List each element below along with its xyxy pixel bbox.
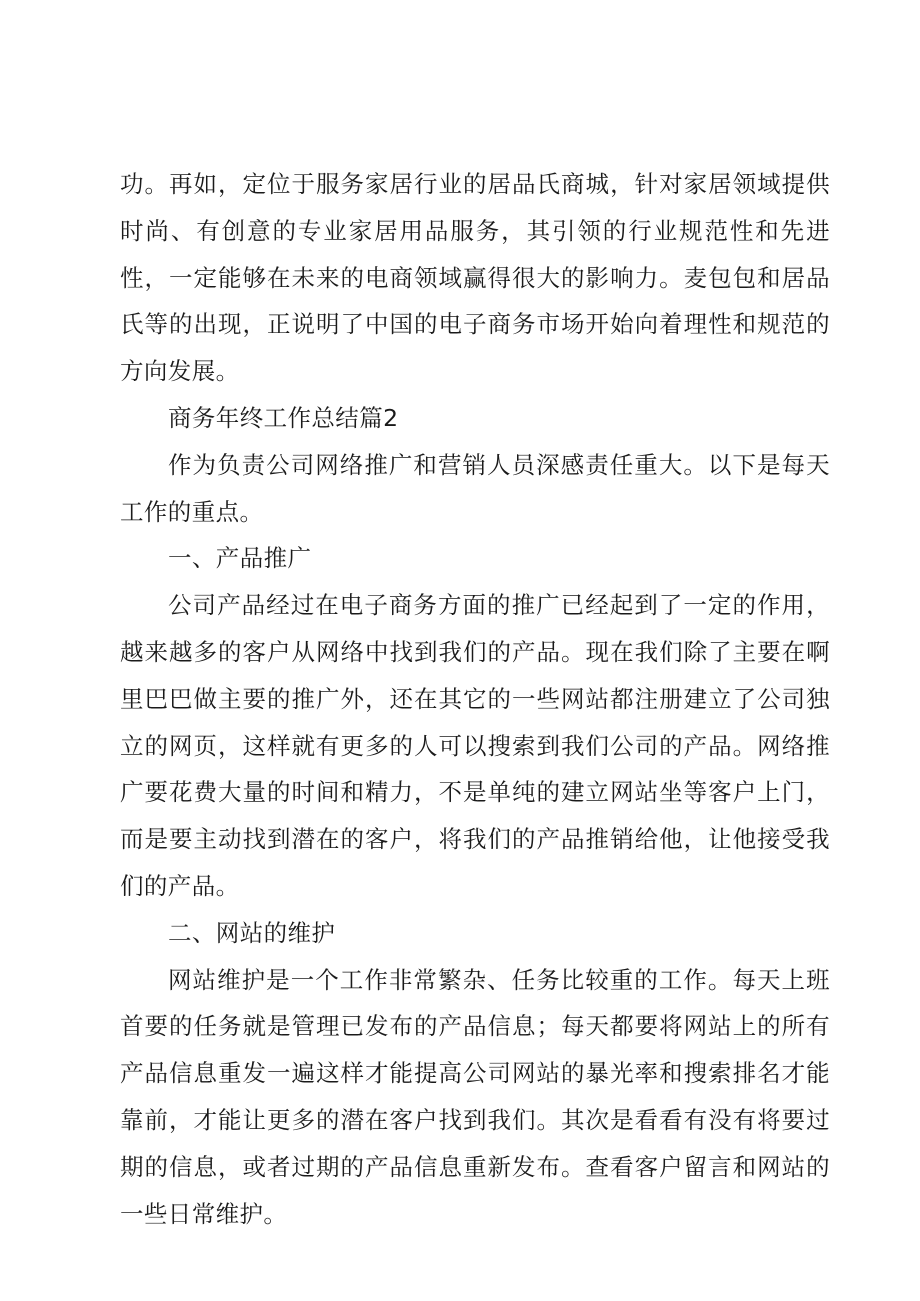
section-title: 商务年终工作总结篇2 bbox=[168, 403, 399, 432]
section-heading-product-promotion: 一、产品推广 bbox=[168, 544, 312, 573]
section-heading-website-maintenance: 二、网站的维护 bbox=[168, 918, 336, 947]
paragraph-website-maintenance: 网站维护是一个工作非常繁杂、任务比较重的工作。每天上班首要的任务就是管理已发布的产品信息；每天都要将网站上的所有产品信息重发一遍这样才能提高公司网站的暴光率和搜索排名才能靠前，才能让更多的潜在客户找到我们。其次是看看有没有将要过期的信息，或者过期的产品信息重新发布。查看客户留言和网站的一些日常维护。 bbox=[120, 965, 830, 1228]
document-body bbox=[120, 161, 830, 1237]
paragraph-product-promotion: 公司产品经过在电子商务方面的推广已经起到了一定的作用，越来越多的客户从网络中找到我们的产品。现在我们除了主要在啊里巴巴做主要的推广外，还在其它的一些网站都注册建立了公司独立的网页，这样就有更多的人可以搜索到我们公司的产品。网络推广要花费大量的时间和精力，不是单纯的建立网站坐等客户上门，而是要主动找到潜在的客户，将我们的产品推销给他，让他接受我们的产品。 bbox=[120, 591, 830, 900]
paragraph-continuation: 功。再如，定位于服务家居行业的居品氏商城，针对家居领域提供时尚、有创意的专业家居用品服务，其引领的行业规范性和先进性，一定能够在未来的电商领域赢得很大的影响力。麦包包和居品氏等的出现，正说明了中国的电子商务市场开始向着理性和规范的方向发展。 bbox=[120, 170, 830, 386]
paragraph-intro: 作为负责公司网络推广和营销人员深感责任重大。以下是每天工作的重点。 bbox=[120, 450, 830, 526]
